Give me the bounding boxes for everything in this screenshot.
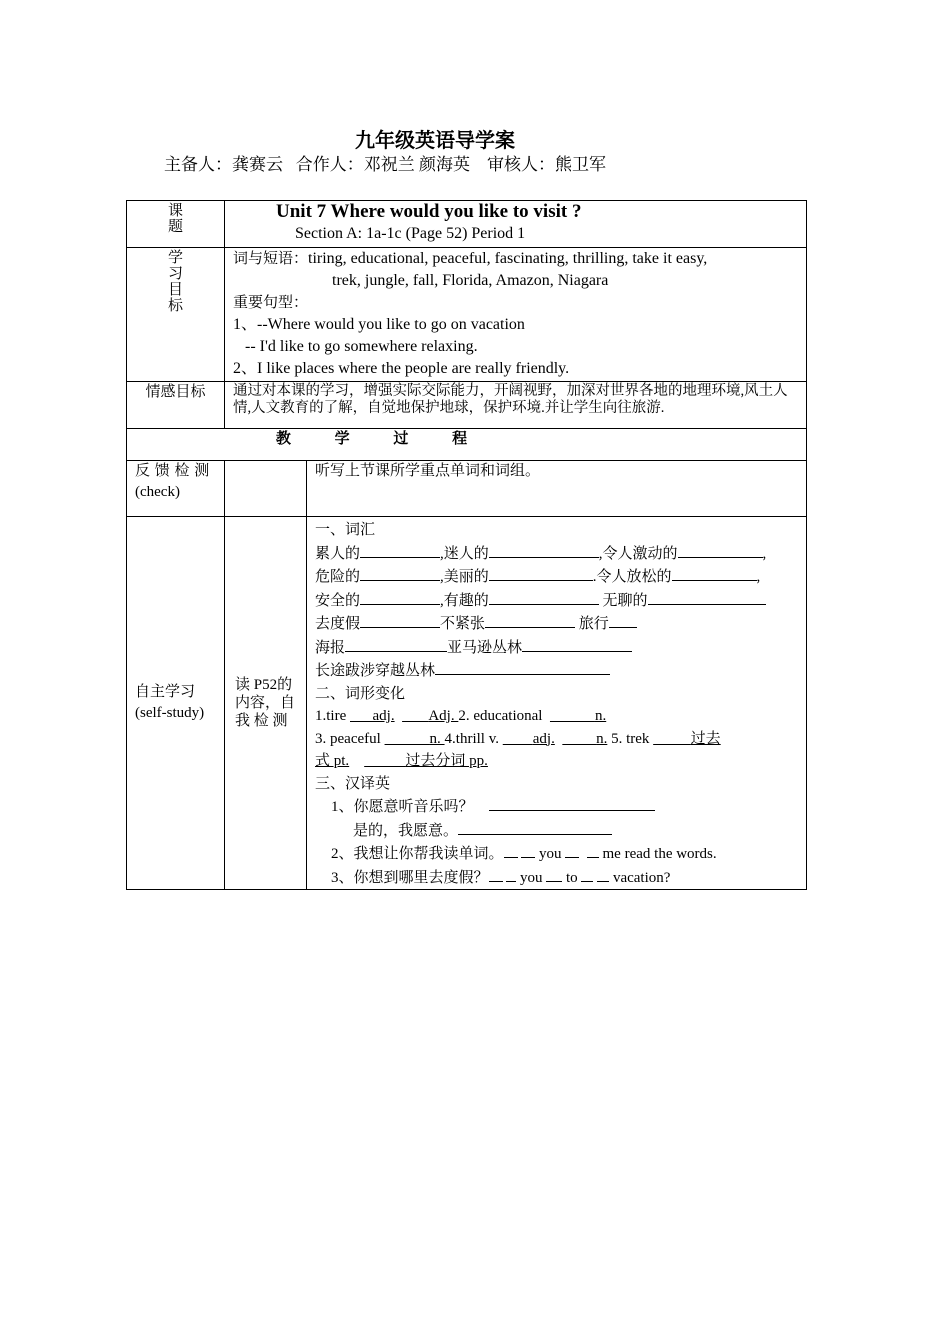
- vocab-line-3: 安全的 ,有趣的 无聊的: [307, 589, 806, 613]
- self-study-method: 读 P52的内容，自 我 检 测: [225, 517, 307, 890]
- blank[interactable]: [609, 612, 637, 628]
- blank[interactable]: [648, 589, 766, 605]
- translate-3: 3、你想到哪里去度假？ you to vacation?: [307, 866, 806, 890]
- blank[interactable]: [504, 842, 518, 858]
- blank[interactable]: [435, 659, 610, 675]
- wordform-heading: 二、词形变化: [315, 685, 406, 702]
- blank[interactable]: [489, 565, 593, 581]
- check-content: 听写上节课所学重点单词和词组。: [307, 461, 807, 517]
- self-study-label: 自主学习 (self-study): [127, 517, 225, 890]
- vocab-line2: trek, jungle, fall, Florida, Amazon, Niagara: [332, 272, 609, 289]
- blank[interactable]: [489, 866, 503, 882]
- vocab-line-4: 去度假 不紧张 旅行: [307, 612, 806, 636]
- vocab-line-6: 长途跋涉穿越丛林: [307, 659, 806, 683]
- check-label: 反 馈 检 测 (check): [127, 461, 225, 517]
- wordform-line-1: 1.tire adj. Adj. 2. educational n.: [315, 708, 607, 724]
- vocab-line-1: 累人的 ,迷人的 ,令人激动的 ,: [307, 542, 806, 566]
- objectives-content: [225, 248, 807, 382]
- self-study-content: [307, 517, 807, 890]
- blank[interactable]: [678, 542, 763, 558]
- sentence-1: 1、--Where would you like to go on vacation: [233, 316, 525, 333]
- check-row: [127, 461, 807, 517]
- blank[interactable]: [485, 612, 575, 628]
- topic-row: [127, 201, 807, 248]
- objectives-label: 学 习 目 标: [127, 248, 225, 382]
- blank[interactable]: [345, 636, 447, 652]
- emotion-row: [127, 382, 807, 429]
- vocab-heading: 一、词汇: [315, 522, 376, 538]
- blank[interactable]: [565, 842, 579, 858]
- wordform-line-2: 3. peaceful n. 4.thrill v. adj. n. 5. trek 过去: [315, 730, 721, 747]
- topic-label: 课 题: [127, 201, 225, 248]
- sentence-2: -- I'd like to go somewhere relaxing.: [245, 338, 478, 355]
- self-study-row: [127, 517, 807, 890]
- page-title: 九年级英语导学案: [355, 130, 515, 152]
- sentence-3: 2、I like places where the people are really friendly.: [233, 360, 570, 377]
- blank[interactable]: [521, 842, 535, 858]
- translate-1: 1、你愿意听音乐吗？: [307, 795, 806, 819]
- blank[interactable]: [587, 842, 599, 858]
- vocab-line-5: 海报 亚马逊丛林: [307, 636, 806, 660]
- blank[interactable]: [581, 866, 593, 882]
- blank[interactable]: [546, 866, 562, 882]
- blank[interactable]: [458, 819, 612, 835]
- translate-1b: 是的，我愿意。: [307, 819, 806, 843]
- section-info: Section A: 1a-1c (Page 52) Period 1: [295, 225, 526, 242]
- blank[interactable]: [489, 795, 655, 811]
- emotion-text: 通过对本课的学习，增强实际交际能力，开阔视野，加深对世界各地的地理环境,风土人情,人文教育的了解，自觉地保护地球，保护环境.并让学生向往旅游.: [225, 382, 807, 429]
- process-row: [127, 429, 807, 461]
- vocab-line-2: 危险的 ,美丽的 .令人放松的 ,: [307, 565, 806, 589]
- blank[interactable]: [360, 612, 440, 628]
- emotion-label: 情感目标: [127, 382, 225, 429]
- blank[interactable]: [360, 565, 440, 581]
- unit-title: Unit 7 Where would you like to visit ?: [276, 201, 582, 222]
- vocab-label: 词与短语：: [233, 251, 309, 267]
- process-heading: 教 学 过 程: [275, 431, 488, 447]
- objectives-row: [127, 248, 807, 382]
- blank[interactable]: [506, 866, 516, 882]
- topic-content: [225, 201, 807, 248]
- blank[interactable]: [360, 589, 440, 605]
- lesson-table: [126, 200, 807, 890]
- authors-line: 主备人：龚赛云 合作人：邓祝兰 颜海英 审核人：熊卫军: [164, 155, 606, 174]
- blank[interactable]: [522, 636, 632, 652]
- translate-heading: 三、汉译英: [315, 775, 391, 792]
- translate-2: 2、我想让你帮我读单词。 you me read the words.: [307, 842, 806, 866]
- blank[interactable]: [672, 565, 757, 581]
- wordform-line-3: 式 pt. 过去分词 pp.: [315, 753, 488, 769]
- sentence-label: 重要句型：: [233, 295, 309, 311]
- vocab-line1: tiring, educational, peaceful, fascinating, thrilling, take it easy,: [308, 250, 708, 267]
- blank[interactable]: [489, 589, 599, 605]
- blank[interactable]: [597, 866, 609, 882]
- blank[interactable]: [360, 542, 440, 558]
- blank[interactable]: [489, 542, 599, 558]
